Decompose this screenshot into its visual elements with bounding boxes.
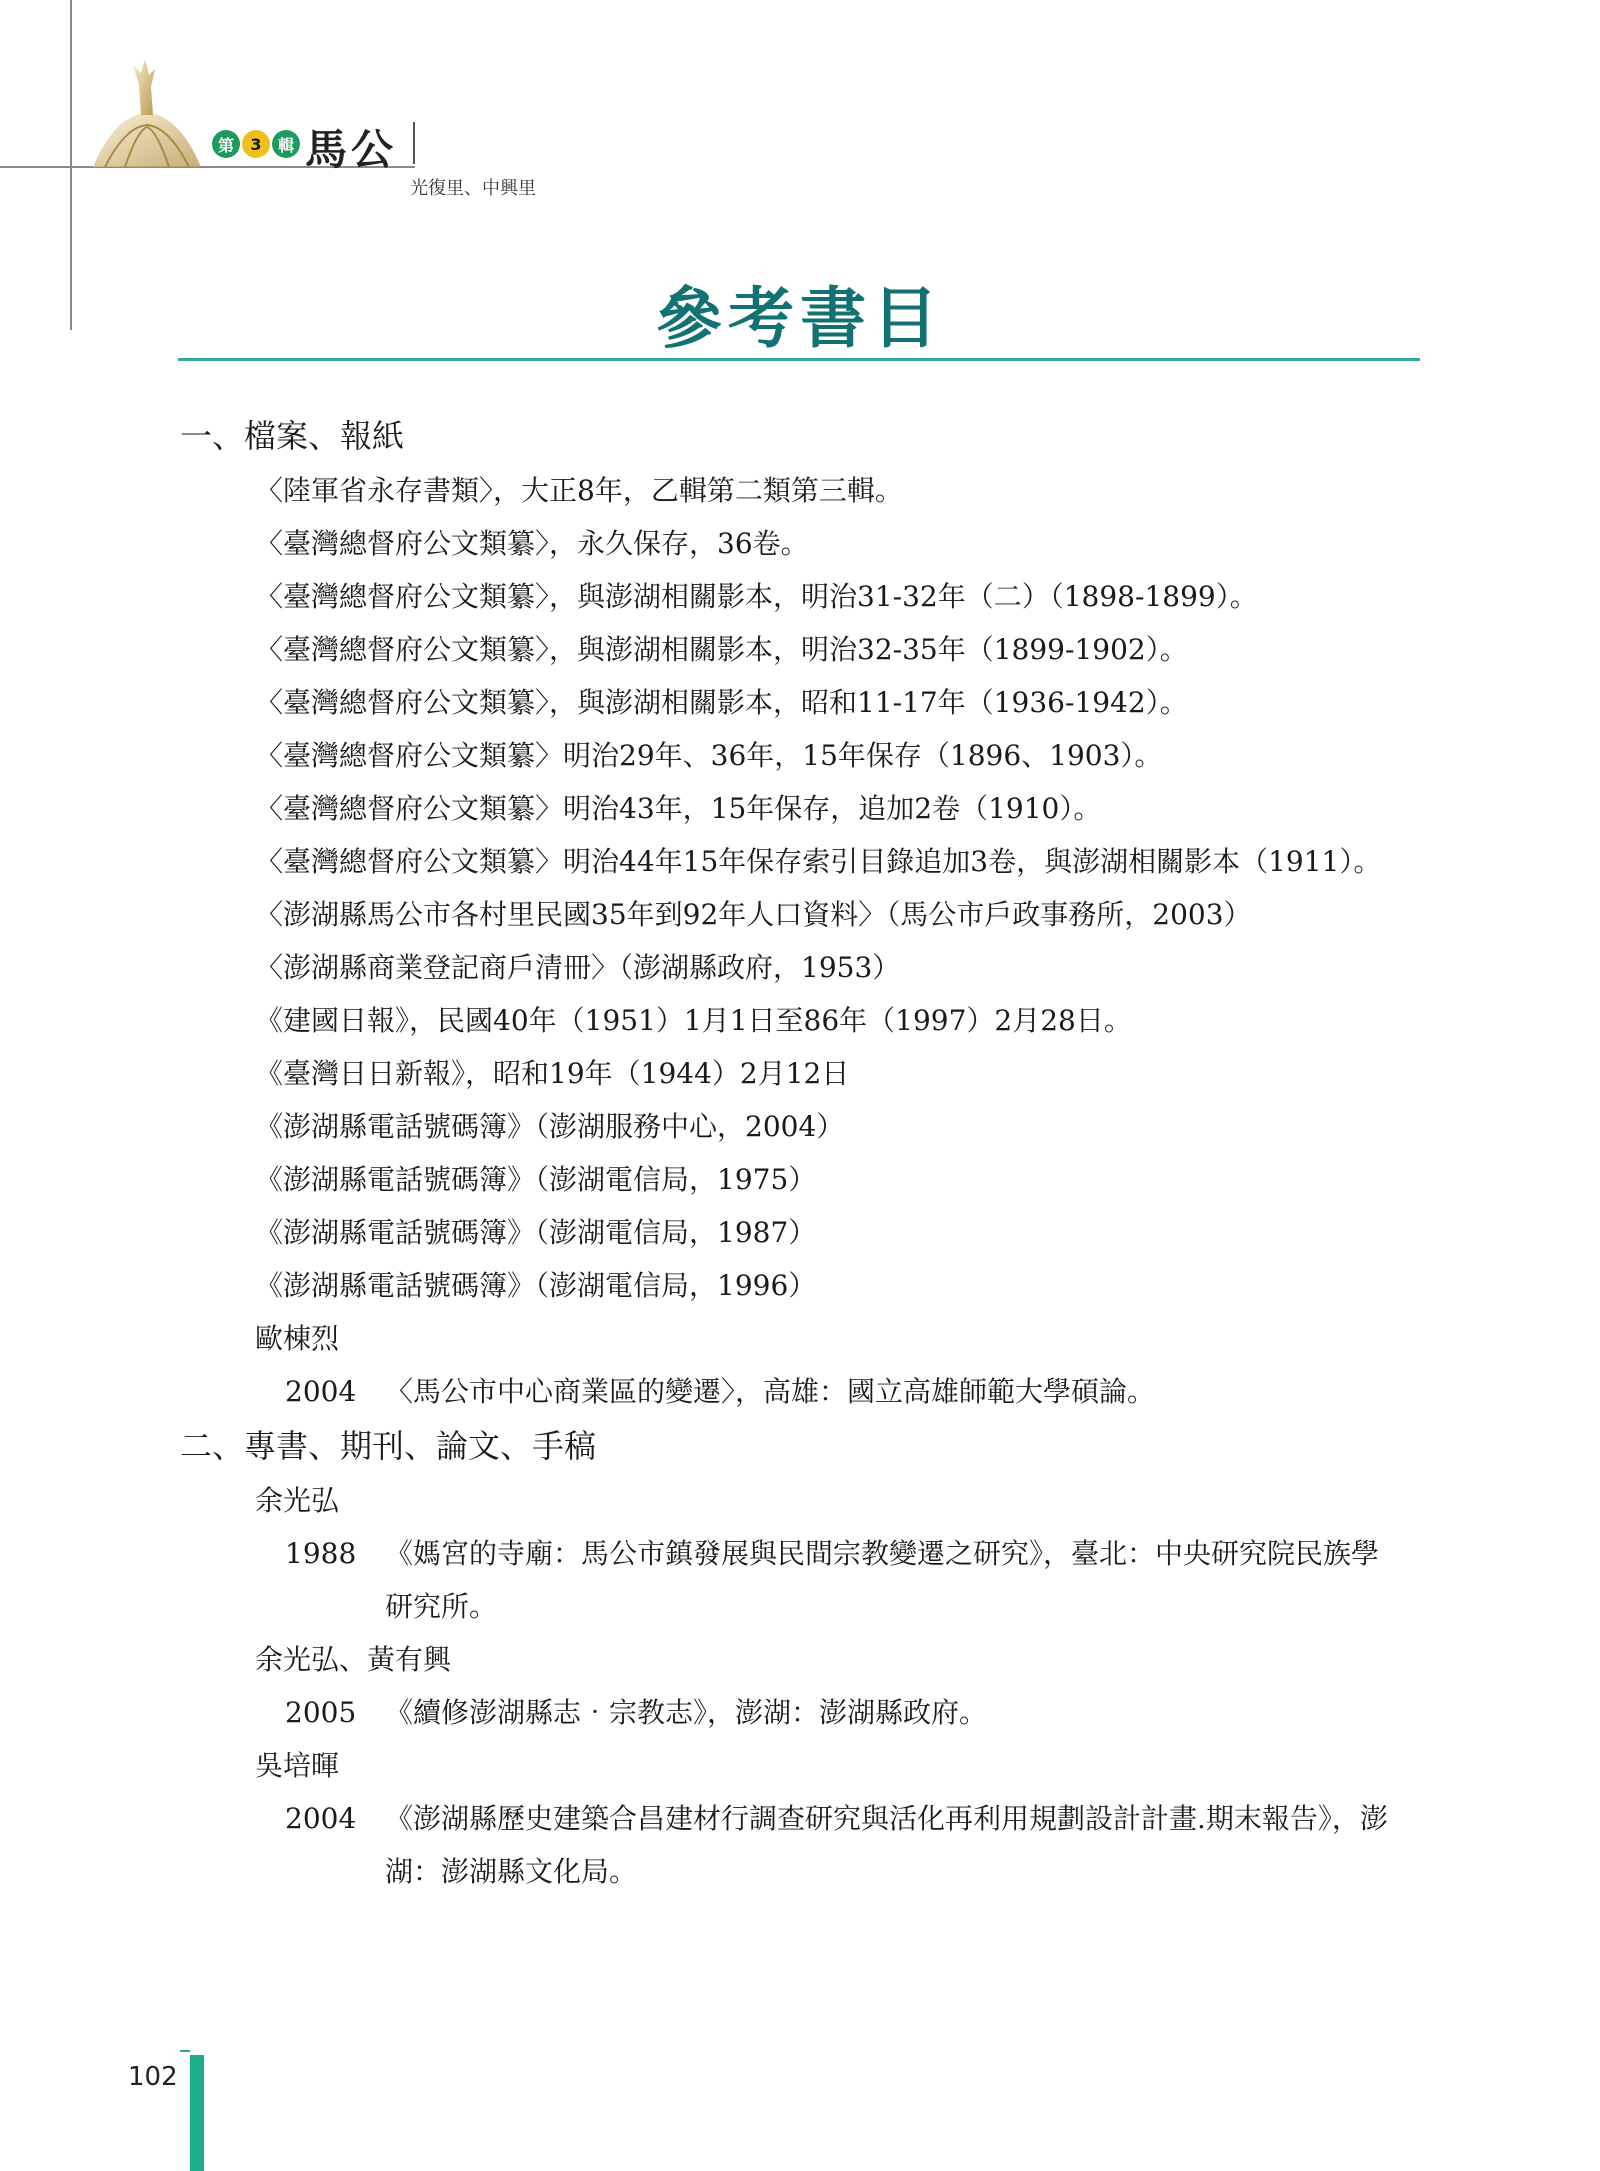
author-name: 余光弘、黃有興 xyxy=(255,1643,452,1676)
volume-badges xyxy=(212,130,300,158)
volume-badge-suffix: 輯 xyxy=(272,130,300,158)
list-item: 〈陸軍省永存書類〉，大正8年，乙輯第二類第三輯。 xyxy=(255,474,903,507)
entry-text: 《媽宮的寺廟：馬公市鎮發展與民間宗教變遷之研究》，臺北：中央研究院民族學研究所。 xyxy=(385,1537,1380,1623)
list-item: 〈臺灣總督府公文類纂〉明治43年，15年保存，追加2卷（1910）。 xyxy=(255,792,1102,825)
bibliography-entry xyxy=(285,1365,1440,1418)
author-name: 余光弘 xyxy=(255,1484,340,1517)
list-item: 〈澎湖縣商業登記商戶清冊〉（澎湖縣政府，1953） xyxy=(255,951,901,984)
list-item: 《澎湖縣電話號碼簿》（澎湖服務中心，2004） xyxy=(255,1110,845,1143)
footer-accent-bar xyxy=(190,2055,204,2171)
volume-badge-number: 3 xyxy=(242,130,270,158)
list-item: 〈臺灣總督府公文類纂〉，與澎湖相關影本，昭和11-17年（1936-1942）。 xyxy=(255,686,1188,719)
entry-year: 1988 xyxy=(285,1537,357,1570)
author-name: 歐棟烈 xyxy=(255,1322,340,1355)
town-name: 馬公 xyxy=(305,125,398,174)
bibliography xyxy=(180,408,1440,1898)
header-subtitle: 光復里、中興里 xyxy=(410,178,536,199)
list-item: 《澎湖縣電話號碼簿》（澎湖電信局，1987） xyxy=(255,1216,817,1249)
bibliography-entry xyxy=(285,1527,1440,1633)
entry-year: 2005 xyxy=(285,1696,357,1729)
page-title: 參考書目 xyxy=(656,279,944,357)
footer-tick xyxy=(180,2050,190,2052)
bibliography-entry xyxy=(285,1686,1440,1739)
list-item: 《臺灣日日新報》，昭和19年（1944）2月12日 xyxy=(255,1057,850,1090)
bibliography-entry xyxy=(285,1792,1440,1898)
entry-year: 2004 xyxy=(285,1375,357,1408)
volume-badge-prefix: 第 xyxy=(212,130,240,158)
entry-text: 《澎湖縣歷史建築合昌建材行調查研究與活化再利用規劃設計計畫.期末報告》，澎湖：澎湖縣文化局。 xyxy=(385,1802,1388,1888)
author-name: 吳培暉 xyxy=(255,1749,340,1782)
town-name-divider xyxy=(413,122,415,164)
list-item: 〈臺灣總督府公文類纂〉明治29年、36年，15年保存（1896、1903）。 xyxy=(255,739,1163,772)
dome-statue-logo-icon xyxy=(85,55,205,170)
list-item: 〈臺灣總督府公文類纂〉明治44年15年保存索引目錄追加3卷，與澎湖相關影本（1911）。 xyxy=(255,845,1382,878)
entry-text: 〈馬公市中心商業區的變遷〉，高雄：國立高雄師範大學碩論。 xyxy=(385,1375,1156,1408)
entry-text: 《續修澎湖縣志‧宗教志》，澎湖：澎湖縣政府。 xyxy=(385,1696,988,1729)
section-heading: 二、專書、期刊、論文、手稿 xyxy=(180,1427,597,1465)
list-item: 《澎湖縣電話號碼簿》（澎湖電信局，1975） xyxy=(255,1163,817,1196)
list-item: 《建國日報》，民國40年（1951）1月1日至86年（1997）2月28日。 xyxy=(255,1004,1132,1037)
title-underline xyxy=(178,358,1420,361)
section-heading: 一、檔案、報紙 xyxy=(180,417,405,455)
list-item: 《澎湖縣電話號碼簿》（澎湖電信局，1996） xyxy=(255,1269,817,1302)
entry-year: 2004 xyxy=(285,1802,357,1835)
list-item: 〈澎湖縣馬公市各村里民國35年到92年人口資料〉（馬公市戶政事務所，2003） xyxy=(255,898,1252,931)
list-item: 〈臺灣總督府公文類纂〉，與澎湖相關影本，明治32-35年（1899-1902）。 xyxy=(255,633,1188,666)
list-item: 〈臺灣總督府公文類纂〉，與澎湖相關影本，明治31-32年（二）（1898-1899）。 xyxy=(255,580,1258,613)
page-number: 102 xyxy=(128,2062,178,2092)
list-item: 〈臺灣總督府公文類纂〉，永久保存，36卷。 xyxy=(255,527,809,560)
